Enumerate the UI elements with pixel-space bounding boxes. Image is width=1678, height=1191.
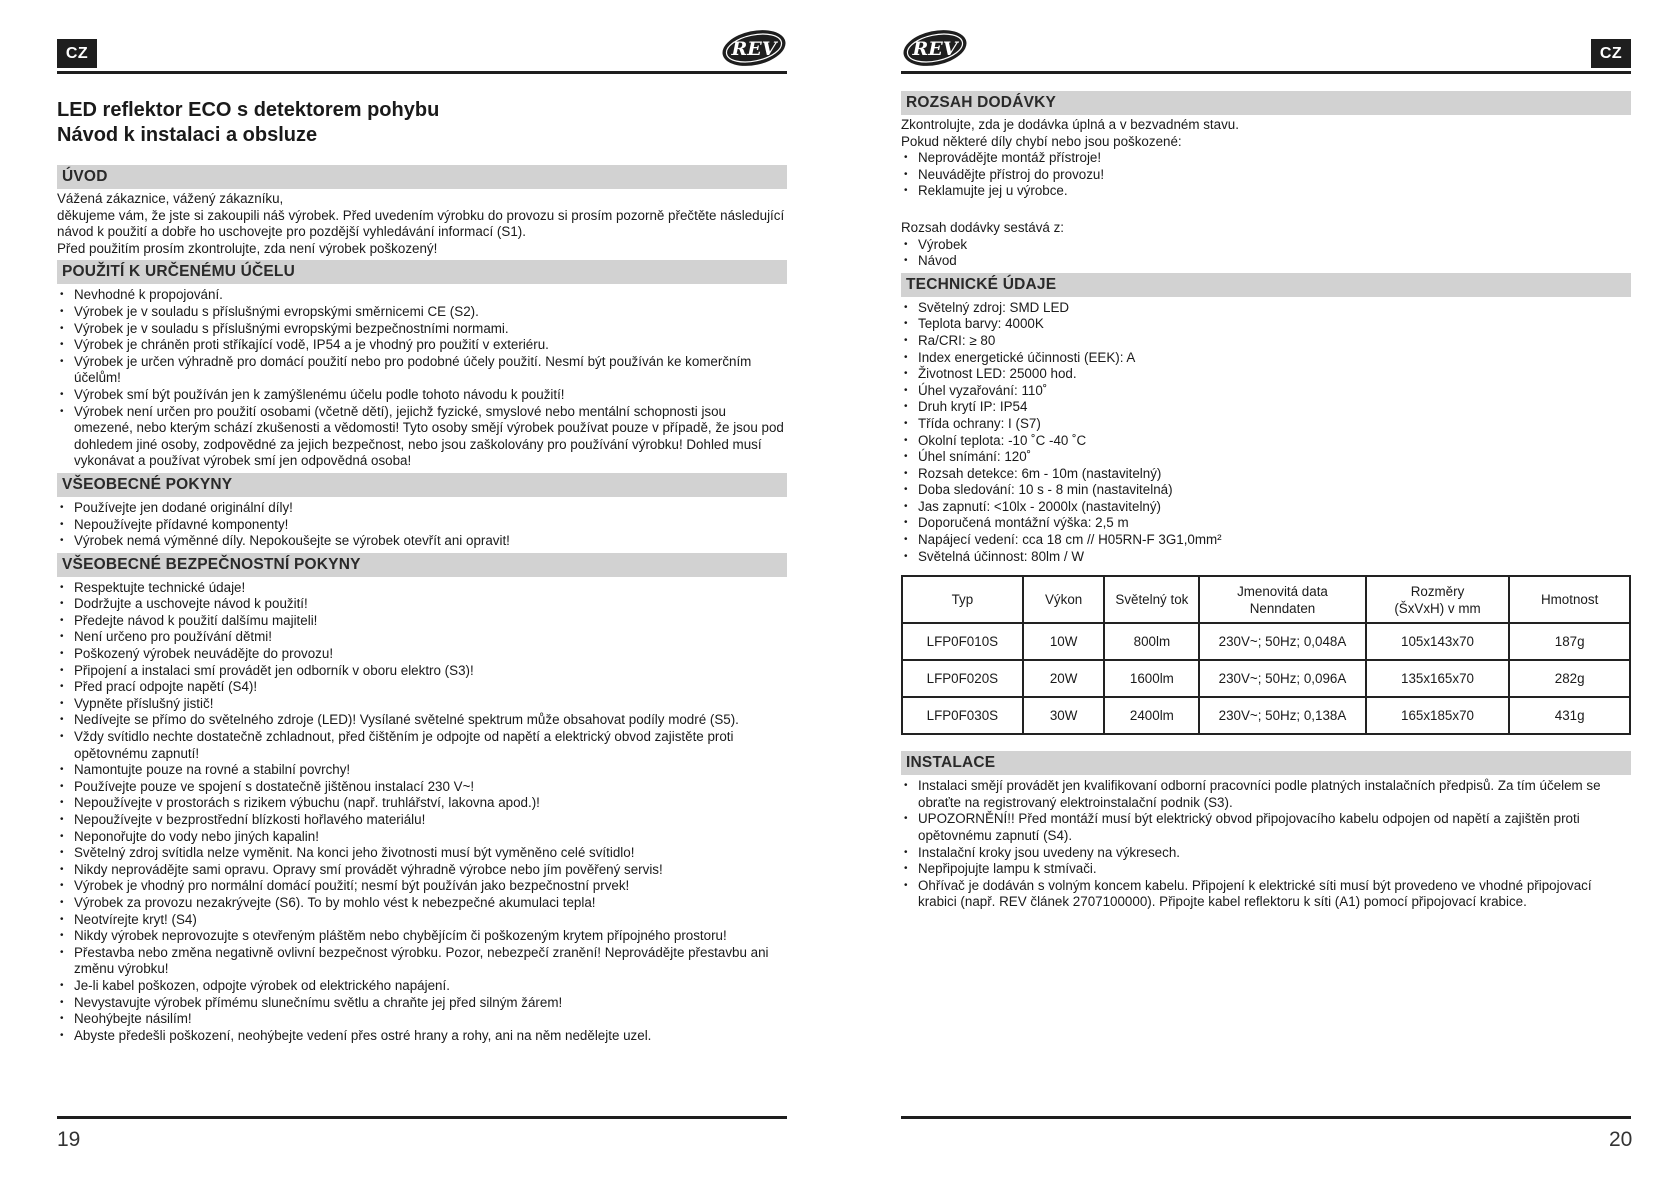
- document-title: [57, 98, 787, 148]
- list-item: • Vypněte příslušný jistič!: [57, 696, 787, 713]
- specification-table: [901, 575, 1631, 735]
- list-item: • Teplota barvy: 4000K: [901, 316, 1631, 333]
- table-row: [902, 697, 1630, 734]
- list-item: • Používejte jen dodané originální díly!: [57, 500, 787, 517]
- table-cell: LFP0F010S: [902, 623, 1023, 660]
- safety-list: [57, 580, 787, 1045]
- list-item: • Nepoužívejte v bezprostřední blízkosti hořlavého materiálu!: [57, 812, 787, 829]
- section-heading-installation: INSTALACE: [901, 751, 1631, 775]
- list-item: • Úhel snímání: 120˚: [901, 449, 1631, 466]
- intro-paragraphs: [57, 191, 787, 257]
- table-cell: 187g: [1509, 623, 1630, 660]
- table-cell: LFP0F020S: [902, 660, 1023, 697]
- list-item: • Neponořujte do vody nebo jiných kapalin!: [57, 829, 787, 846]
- list-item: • Světelný zdroj svítidla nelze vyměnit. Na konci jeho životnosti musí být vyměněno celé svítidlo!: [57, 845, 787, 862]
- list-item: • Nikdy výrobek neprovozujte s otevřeným pláštěm nebo chybějícím či poškozeným krytem přípojného prostoru!: [57, 928, 787, 945]
- list-item: • Výrobek je určen výhradně pro domácí použití nebo pro podobné účely použití. Nesmí být používán ke komerčním účelům!: [57, 354, 787, 387]
- logo-text: REV: [731, 38, 777, 60]
- list-item: • Nedívejte se přímo do světelného zdroje (LED)! Vysílané světelné spektrum může obsahovat podíly modré (S5).: [57, 712, 787, 729]
- list-item: • Nikdy neprovádějte sami opravu. Opravy smí provádět výhradně výrobce nebo jím pověřený servis!: [57, 862, 787, 879]
- list-item: • Třída ochrany: I (S7): [901, 416, 1631, 433]
- table-cell: 230V~; 50Hz; 0,096A: [1199, 660, 1365, 697]
- section-heading-general: VŠEOBECNÉ POKYNY: [57, 473, 787, 497]
- table-cell: 2400lm: [1104, 697, 1199, 734]
- list-item: • Nevystavujte výrobek přímému slunečnímu světlu a chraňte jej před silným žárem!: [57, 995, 787, 1012]
- general-list: [57, 500, 787, 550]
- column-header: Typ: [902, 576, 1023, 623]
- table-cell: 1600lm: [1104, 660, 1199, 697]
- table-cell: 10W: [1023, 623, 1105, 660]
- list-item: • Poškozený výrobek neuvádějte do provozu!: [57, 646, 787, 663]
- list-item: • Návod: [901, 253, 1631, 270]
- list-item: • Výrobek je chráněn proti stříkající vodě, IP54 a je vhodný pro použití v exteriéru.: [57, 337, 787, 354]
- table-cell: 165x185x70: [1366, 697, 1510, 734]
- list-item: • Reklamujte jej u výrobce.: [901, 183, 1631, 200]
- language-badge: CZ: [57, 39, 97, 68]
- rev-logo: [901, 28, 969, 68]
- list-item: • Rozsah detekce: 6m - 10m (nastavitelný): [901, 466, 1631, 483]
- list-item: • Druh krytí IP: IP54: [901, 399, 1631, 416]
- contents-list: [901, 237, 1631, 270]
- list-item: • Výrobek: [901, 237, 1631, 254]
- rev-logo: [720, 28, 788, 68]
- table-cell: 800lm: [1104, 623, 1199, 660]
- list-item: • Neuvádějte přístroj do provozu!: [901, 167, 1631, 184]
- table-cell: LFP0F030S: [902, 697, 1023, 734]
- table-cell: 230V~; 50Hz; 0,138A: [1199, 697, 1365, 734]
- footer-rule: [901, 1116, 1631, 1119]
- list-item: • Nepřipojujte lampu k stmívači.: [901, 861, 1631, 878]
- logo-text: REV: [912, 38, 958, 60]
- list-item: • Světelný zdroj: SMD LED: [901, 300, 1631, 317]
- list-item: • Předejte návod k použití dalšímu majiteli!: [57, 613, 787, 630]
- list-item: • Neohýbejte násilím!: [57, 1011, 787, 1028]
- table-cell: 135x165x70: [1366, 660, 1510, 697]
- list-item: • Životnost LED: 25000 hod.: [901, 366, 1631, 383]
- title-line-2: Návod k instalaci a obsluze: [57, 124, 318, 146]
- list-item: • Vždy svítidlo nechte dostatečně zchladnout, před čištěním je odpojte od napětí a elektrický obvod zajistěte proti opětovnému zapnutí!: [57, 729, 787, 762]
- scope-intro-line: Pokud některé díly chybí nebo jsou poškozené:: [901, 133, 1182, 149]
- column-header: Světelný tok: [1104, 576, 1199, 623]
- list-item: • Dodržujte a uschovejte návod k použití!: [57, 596, 787, 613]
- table-header-row: [902, 576, 1630, 623]
- list-item: • UPOZORNĚNÍ!! Před montáží musí být elektrický obvod připojovacího kabelu odpojen od napětí a zajištěn proti opětovnému zapnutí (S4).: [901, 811, 1631, 844]
- page-number: 19: [57, 1128, 81, 1151]
- section-heading-intended-use: POUŽITÍ K URČENÉMU ÚČELU: [57, 260, 787, 284]
- language-badge: CZ: [1591, 39, 1631, 68]
- list-item: • Index energetické účinnosti (EEK): A: [901, 350, 1631, 367]
- list-item: • Respektujte technické údaje!: [57, 580, 787, 597]
- list-item: • Nepoužívejte v prostorách s rizikem výbuchu (např. truhlářství, lakovna apod.)!: [57, 795, 787, 812]
- list-item: • Napájecí vedení: cca 18 cm // H05RN-F 3G1,0mm²: [901, 532, 1631, 549]
- section-heading-scope: ROZSAH DODÁVKY: [901, 91, 1631, 115]
- intended-use-list: [57, 287, 787, 470]
- installation-list: [901, 778, 1631, 911]
- list-item: • Výrobek smí být používán jen k zamýšlenému účelu podle tohoto návodu k použití!: [57, 387, 787, 404]
- table-cell: 230V~; 50Hz; 0,048A: [1199, 623, 1365, 660]
- header-rule: [901, 71, 1631, 74]
- list-item: • Doporučená montážní výška: 2,5 m: [901, 515, 1631, 532]
- list-item: • Výrobek za provozu nezakrývejte (S6). To by mohlo vést k nebezpečné akumulaci tepla!: [57, 895, 787, 912]
- section-heading-safety: VŠEOBECNÉ BEZPEČNOSTNÍ POKYNY: [57, 553, 787, 577]
- list-item: • Výrobek není určen pro použití osobami (včetně dětí), jejichž fyzické, smyslové nebo mentální schopnosti jsou omezené, nebo kterým schází zkušenosti a vědomosti! Tyto osoby smějí výrobek používat pouze v případě, že jsou pod dohledem jiné osoby, zodpovědné za jejich bezpečnost, nebo jsou zaškolovány pro používání výrobku! Dohled musí vykonávat a používat výrobek smí jen odpovědná osoba!: [57, 404, 787, 470]
- title-line-1: LED reflektor ECO s detektorem pohybu: [57, 99, 440, 121]
- table-cell: 105x143x70: [1366, 623, 1510, 660]
- list-item: • Nevhodné k propojování.: [57, 287, 787, 304]
- list-item: • Výrobek je v souladu s příslušnými evropskými bezpečnostními normami.: [57, 321, 787, 338]
- list-item: • Úhel vyzařování: 110˚: [901, 383, 1631, 400]
- list-item: • Ohřívač je dodáván s volným koncem kabelu. Připojení k elektrické síti musí být provedeno ve vhodné připojovací krabici (např. REV článek 2707100000). Připojte kabel reflektoru k síti (A1) pomocí připojovací krabice.: [901, 878, 1631, 911]
- list-item: • Jas zapnutí: <10lx - 2000lx (nastavitelný): [901, 499, 1631, 516]
- table-cell: 20W: [1023, 660, 1105, 697]
- section-heading-intro: ÚVOD: [57, 165, 787, 189]
- list-item: • Přestavba nebo změna negativně ovlivní bezpečnost výrobku. Pozor, nebezpečí zranění! Neprovádějte přestavbu ani změnu výrobku!: [57, 945, 787, 978]
- list-item: • Světelná účinnost: 80lm / W: [901, 549, 1631, 566]
- left-content: [57, 98, 787, 1046]
- list-item: • Výrobek je vhodný pro normální domácí použití; nesmí být používán jako bezpečnostní prvek!: [57, 878, 787, 895]
- column-header: Hmotnost: [1509, 576, 1630, 623]
- page-number: 20: [1609, 1128, 1633, 1151]
- table-cell: 431g: [1509, 697, 1630, 734]
- footer-rule: [57, 1116, 787, 1119]
- list-item: • Ra/CRI: ≥ 80: [901, 333, 1631, 350]
- intro-text: děkujeme vám, že jste si zakoupili náš výrobek. Před uvedením výrobku do provozu si prosím pozorně přečtěte následující návod k použití a dobře ho uschovejte pro pozdější vyhledávání informací (S1).: [57, 207, 785, 240]
- table-cell: 282g: [1509, 660, 1630, 697]
- list-item: • Instalaci smějí provádět jen kvalifikovaní odborní pracovníci podle platných instalačních předpisů. Za tím účelem se obraťte na registrovaný elektroinstalační podnik (S3).: [901, 778, 1631, 811]
- scope-list: [901, 150, 1631, 200]
- list-item: • Před prací odpojte napětí (S4)!: [57, 679, 787, 696]
- list-item: • Doba sledování: 10 s - 8 min (nastavitelná): [901, 482, 1631, 499]
- list-item: • Připojení a instalaci smí provádět jen odborník v oboru elektro (S3)!: [57, 663, 787, 680]
- spacer: [901, 202, 1631, 218]
- table-cell: 30W: [1023, 697, 1105, 734]
- list-item: • Výrobek je v souladu s příslušnými evropskými směrnicemi CE (S2).: [57, 304, 787, 321]
- list-item: • Nepoužívejte přídavné komponenty!: [57, 517, 787, 534]
- list-item: • Instalační kroky jsou uvedeny na výkresech.: [901, 845, 1631, 862]
- technical-list: [901, 300, 1631, 566]
- list-item: • Okolní teplota: -10 ˚C -40 ˚C: [901, 433, 1631, 450]
- list-item: • Neprovádějte montáž přístroje!: [901, 150, 1631, 167]
- right-content: [901, 88, 1631, 913]
- column-header: Jmenovitá data Nenndaten: [1199, 576, 1365, 623]
- table-row: [902, 623, 1630, 660]
- list-item: • Namontujte pouze na rovné a stabilní povrchy!: [57, 762, 787, 779]
- list-item: • Je-li kabel poškozen, odpojte výrobek od elektrického napájení.: [57, 978, 787, 995]
- header-rule: [57, 71, 787, 74]
- right-page: [839, 0, 1678, 1191]
- intro-check: Před použitím prosím zkontrolujte, zda není výrobek poškozený!: [57, 240, 438, 256]
- list-item: • Používejte pouze ve spojení s dostatečně jištěnou instalací 230 V~!: [57, 779, 787, 796]
- column-header: Výkon: [1023, 576, 1105, 623]
- list-item: • Neotvírejte kryt! (S4): [57, 912, 787, 929]
- list-item: • Není určeno pro používání dětmi!: [57, 629, 787, 646]
- contents-intro: Rozsah dodávky sestává z:: [901, 219, 1065, 235]
- intro-salutation: Vážená zákaznice, vážený zákazníku,: [57, 191, 284, 206]
- scope-intro: [901, 117, 1631, 150]
- column-header: Rozměry (ŠxVxH) v mm: [1366, 576, 1510, 623]
- list-item: • Výrobek nemá výměnné díly. Nepokoušejte se výrobek otevřít ani opravit!: [57, 533, 787, 550]
- section-heading-technical: TECHNICKÉ ÚDAJE: [901, 273, 1631, 297]
- list-item: • Abyste předešli poškození, neohýbejte vedení přes ostré hrany a rohy, ani na něm nedělejte uzel.: [57, 1028, 787, 1045]
- table-row: [902, 660, 1630, 697]
- scope-intro-line: Zkontrolujte, zda je dodávka úplná a v bezvadném stavu.: [901, 117, 1239, 132]
